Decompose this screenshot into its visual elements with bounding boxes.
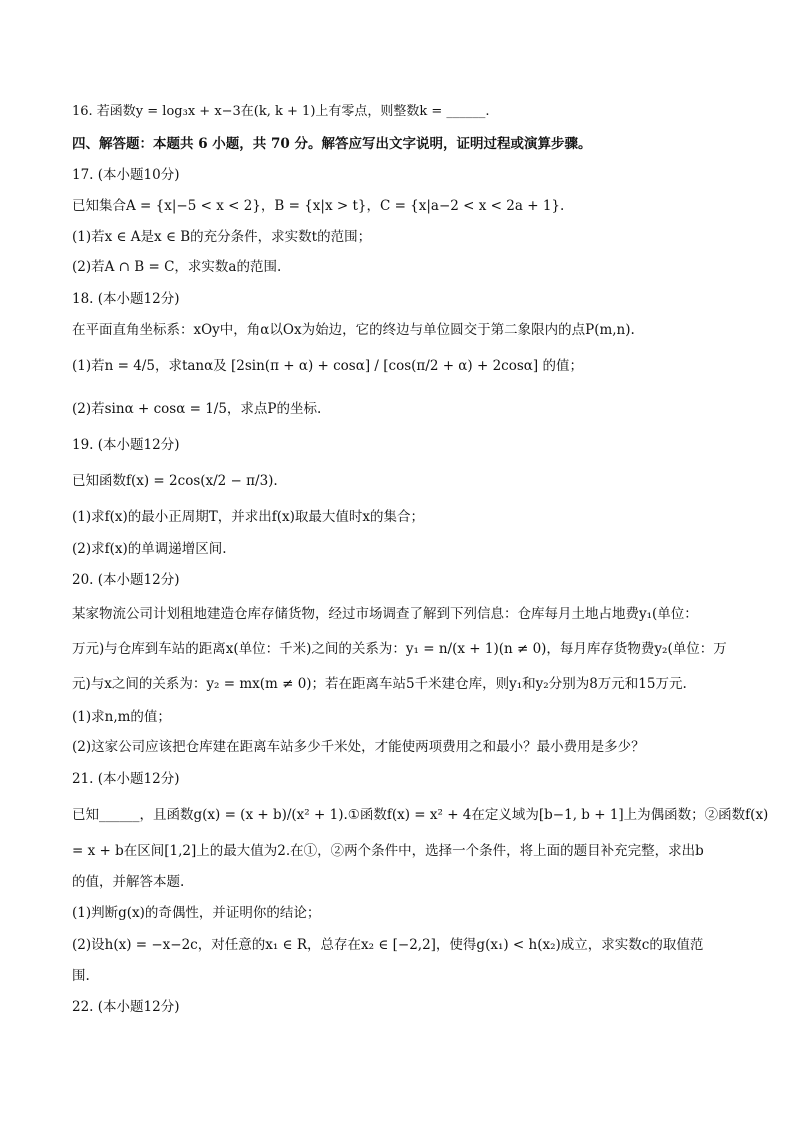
question-21-stem-line3: 的值，并解答本题. xyxy=(72,874,185,890)
question-21-stem-line1: 已知______，且函数g(x) = (x + b)/(x² + 1).①函数f(x) = x² + 4在定义域为[b−1, b + 1]上为偶函数；②函数f(x) xyxy=(72,807,769,823)
question-20-stem-line1: 某家物流公司计划租地建造仓库存储货物，经过市场调查了解到下列信息：仓库每月土地占地费y₁(单位： xyxy=(72,606,698,622)
question-21-header: 21. (本小题12分) xyxy=(72,771,180,787)
question-19-part2: (2)求f(x)的单调递增区间. xyxy=(72,541,227,557)
question-22-header: 22. (本小题12分) xyxy=(72,999,180,1015)
question-19-stem: 已知函数f(x) = 2cos(x/2 − π/3). xyxy=(72,473,278,489)
question-20-part1: (1)求n,m的值； xyxy=(72,709,171,725)
question-17-header: 17. (本小题10分) xyxy=(72,167,180,183)
question-16: 16. 若函数y = log₃x + x−3在(k, k + 1)上有零点，则整数k = ______. xyxy=(72,104,490,119)
question-20-stem-line2: 万元)与仓库到车站的距离x(单位：千米)之间的关系为：y₁ = n/(x + 1)(n ≠ 0)，每月库存货物费y₂(单位：万 xyxy=(72,641,727,657)
question-20-header: 20. (本小题12分) xyxy=(72,572,180,588)
question-17-part1: (1)若x ∈ A是x ∈ B的充分条件，求实数t的范围； xyxy=(72,229,372,245)
question-18-stem: 在平面直角坐标系：xOy中，角α以Ox为始边，它的终边与单位圆交于第二象限内的点P(m,n). xyxy=(72,322,635,338)
question-17-stem: 已知集合A = {x|−5 < x < 2}，B = {x|x > t}，C = {x|a−2 < x < 2a + 1}. xyxy=(72,198,565,214)
question-19-part1: (1)求f(x)的最小正周期T，并求出f(x)取最大值时x的集合； xyxy=(72,509,425,525)
question-21-part2-line1: (2)设h(x) = −x−2c，对任意的x₁ ∈ R，总存在x₂ ∈ [−2,2]，使得g(x₁) < h(x₂)成立，求实数c的取值范 xyxy=(72,937,704,953)
question-18-part1: (1)若n = 4/5，求tanα及 [2sin(π + α) + cosα] / [cos(π/2 + α) + 2cosα] 的值； xyxy=(72,358,583,374)
question-18-header: 18. (本小题12分) xyxy=(72,291,180,307)
question-21-stem-line2: = x + b在区间[1,2]上的最大值为2.在①，②两个条件中，选择一个条件，将上面的题目补充完整，求出b xyxy=(72,843,704,859)
question-20-part2: (2)这家公司应该把仓库建在距离车站多少千米处，才能使两项费用之和最小？最小费用是多少？ xyxy=(72,739,645,755)
question-18-part2: (2)若sinα + cosα = 1/5，求点P的坐标. xyxy=(72,401,322,417)
question-20-stem-line3: 元)与x之间的关系为：y₂ = mx(m ≠ 0)；若在距离车站5千米建仓库，则y₁和y₂分别为8万元和15万元. xyxy=(72,676,687,692)
question-21-part2-line2: 围. xyxy=(72,968,90,984)
question-17-part2: (2)若A ∩ B = C，求实数a的范围. xyxy=(72,259,282,275)
question-21-part1: (1)判断g(x)的奇偶性，并证明你的结论； xyxy=(72,905,321,921)
section-heading: 四、解答题：本题共 6 小题，共 70 分。解答应写出文字说明，证明过程或演算步骤。 xyxy=(72,136,592,152)
question-19-header: 19. (本小题12分) xyxy=(72,437,180,453)
